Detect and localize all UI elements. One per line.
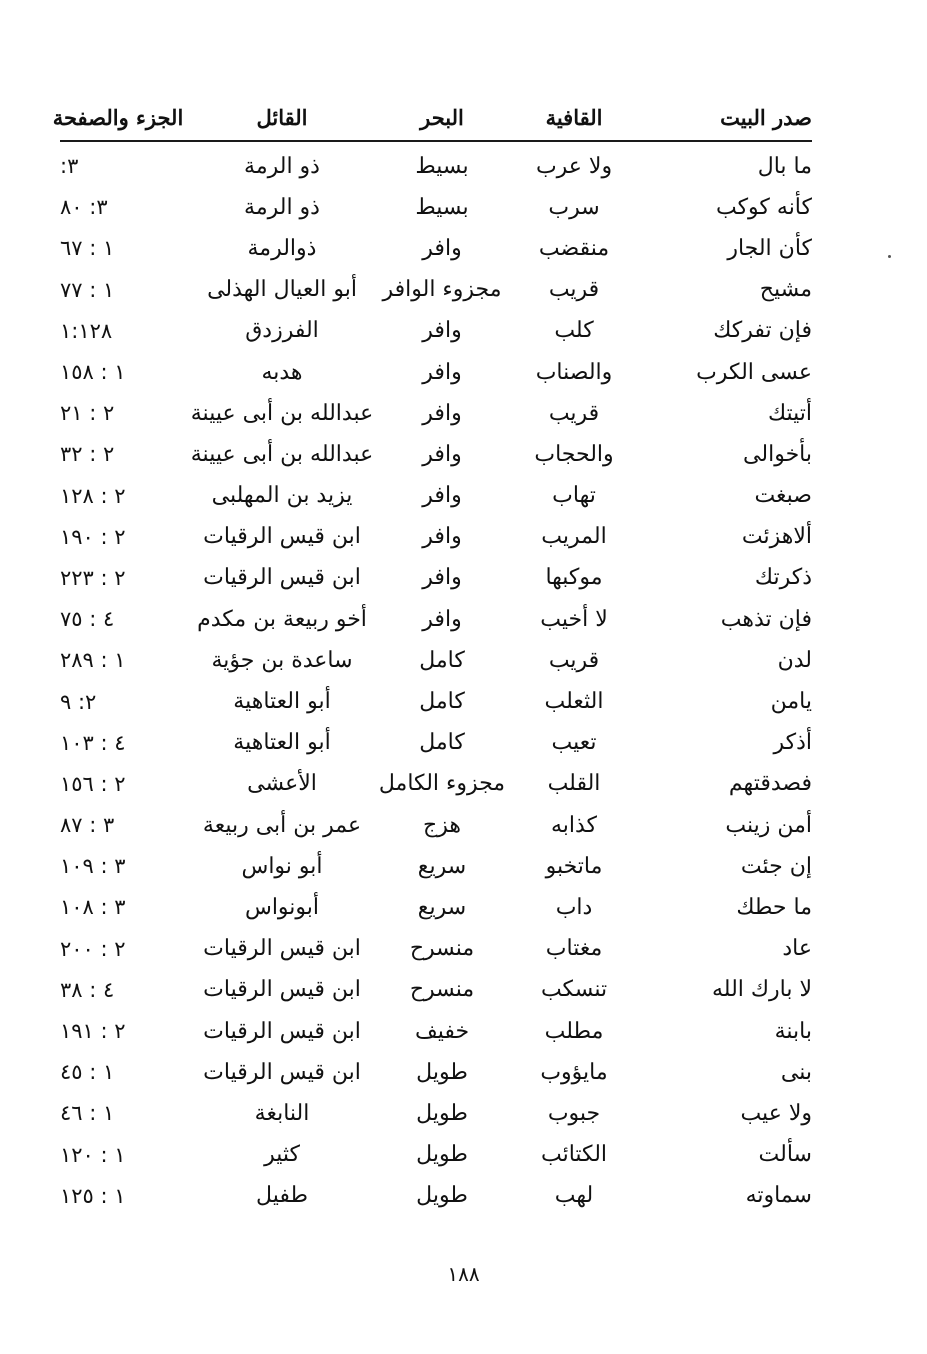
cell-qail: عبدالله بن أبى عيينة bbox=[190, 441, 374, 467]
cell-qail: أبو العيال الهذلى bbox=[207, 277, 357, 303]
table-row bbox=[60, 1135, 812, 1176]
cell-sadr: ما حطك bbox=[736, 894, 812, 920]
table-row bbox=[60, 846, 812, 887]
cell-qafia: مايؤوب bbox=[540, 1059, 608, 1085]
cell-juz: ٣ : ٨٧ bbox=[60, 813, 115, 838]
cell-sadr: فصدقتهم bbox=[728, 771, 812, 797]
header-sadr: صدر البيت bbox=[720, 104, 812, 130]
cell-qail: ساعدة بن جؤية bbox=[211, 647, 353, 673]
cell-qail: ابن قيس الرقيات bbox=[203, 565, 361, 591]
cell-sadr: إن جئت bbox=[740, 853, 812, 879]
cell-juz: ٢ : ٢١ bbox=[60, 401, 115, 426]
cell-qail: ابن قيس الرقيات bbox=[203, 524, 361, 550]
cell-bahr: طويل bbox=[416, 1142, 468, 1168]
cell-qail: عمر بن أبى ربيعة bbox=[202, 812, 362, 838]
cell-sadr: كأن الجار bbox=[727, 235, 812, 261]
cell-qail: الأعشى bbox=[247, 771, 317, 797]
cell-qail: طفيل bbox=[256, 1183, 308, 1209]
cell-qafia: الثعلب bbox=[544, 689, 604, 715]
cell-bahr: منسرح bbox=[409, 977, 475, 1003]
cell-bahr: بسيط bbox=[415, 153, 469, 179]
cell-qail: أبو العتاهية bbox=[233, 689, 331, 715]
cell-juz: ٢: ٩ bbox=[60, 689, 97, 714]
cell-qail: ذوالرمة bbox=[247, 235, 317, 261]
cell-qafia: جبوب bbox=[547, 1100, 601, 1126]
cell-juz: ١ : ١٢٥ bbox=[60, 1183, 126, 1208]
cell-qail: أبو نواس bbox=[241, 853, 323, 879]
cell-bahr: طويل bbox=[416, 1100, 468, 1126]
cell-qail: ابن قيس الرقيات bbox=[203, 1059, 361, 1085]
cell-bahr: وافر bbox=[422, 359, 462, 385]
cell-juz: ١ : ١٥٨ bbox=[60, 360, 126, 385]
cell-qafia: ولا عرب bbox=[535, 153, 613, 179]
cell-qafia: والصناب bbox=[535, 359, 613, 385]
cell-bahr: مجزوء الكامل bbox=[378, 771, 506, 797]
table-row bbox=[60, 599, 812, 640]
cell-bahr: هزج bbox=[423, 812, 461, 838]
table-row bbox=[60, 723, 812, 764]
cell-qail: ابن قيس الرقيات bbox=[203, 936, 361, 962]
cell-sadr: فإن تفركك bbox=[713, 318, 812, 344]
cell-qafia: تعيب bbox=[551, 730, 597, 756]
cell-juz: ٢ : ١٥٦ bbox=[60, 771, 126, 796]
cell-juz: ١ : ٤٥ bbox=[60, 1060, 115, 1085]
cell-qafia: تهاب bbox=[552, 483, 596, 509]
cell-qafia: كذابه bbox=[550, 812, 598, 838]
table-header-row bbox=[52, 96, 812, 138]
table-row bbox=[60, 146, 812, 187]
cell-sadr: فإن تذهب bbox=[720, 606, 812, 632]
cell-bahr: كامل bbox=[419, 689, 465, 715]
cell-sadr: سألت bbox=[758, 1142, 812, 1168]
cell-qail: يزيد بن المهلبى bbox=[211, 483, 353, 509]
cell-qafia: منقضب bbox=[538, 235, 610, 261]
cell-bahr: وافر bbox=[422, 318, 462, 344]
cell-sadr: سماوته bbox=[745, 1183, 812, 1209]
cell-bahr: بسيط bbox=[415, 194, 469, 220]
cell-juz: ٤ : ٣٨ bbox=[60, 977, 115, 1002]
cell-sadr: يامن bbox=[770, 689, 812, 715]
table-row bbox=[60, 887, 812, 928]
cell-qail: ذو الرمة bbox=[244, 153, 320, 179]
cell-sadr: بأخوالى bbox=[743, 441, 812, 467]
cell-qail: هدبه bbox=[261, 359, 303, 385]
cell-qafia: المريب bbox=[541, 524, 607, 550]
cell-qail: ذو الرمة bbox=[244, 194, 320, 220]
cell-qafia: قريب bbox=[548, 400, 600, 426]
table-row bbox=[60, 393, 812, 434]
cell-juz: ٢ : ٢٢٣ bbox=[60, 565, 126, 590]
cell-juz: ٢ : ٣٢ bbox=[60, 442, 115, 467]
cell-qail: الفرزدق bbox=[245, 318, 319, 344]
table-row bbox=[60, 1052, 812, 1093]
table-row bbox=[60, 270, 812, 311]
table-row bbox=[60, 517, 812, 558]
cell-qafia: تنسكب bbox=[540, 977, 608, 1003]
cell-qafia: كلب bbox=[554, 318, 594, 344]
scan-speck bbox=[888, 255, 891, 258]
cell-juz: ٢ : ٢٠٠ bbox=[60, 936, 126, 961]
cell-juz: ٣: ٨٠ bbox=[60, 195, 108, 220]
cell-sadr: بابنة bbox=[774, 1018, 812, 1044]
cell-sadr: صبغت bbox=[754, 483, 812, 509]
cell-bahr: خفيف bbox=[414, 1018, 470, 1044]
header-qail: القائل bbox=[256, 104, 308, 130]
cell-juz: ٢ : ١٢٨ bbox=[60, 483, 126, 508]
cell-bahr: وافر bbox=[422, 441, 462, 467]
cell-bahr: سريع bbox=[417, 894, 467, 920]
cell-bahr: وافر bbox=[422, 565, 462, 591]
cell-juz: ١ : ١٢٠ bbox=[60, 1142, 126, 1167]
header-bahr: البحر bbox=[420, 104, 464, 130]
cell-qail: ابن قيس الرقيات bbox=[203, 1018, 361, 1044]
table-row bbox=[60, 476, 812, 517]
table-row bbox=[60, 764, 812, 805]
header-juz: الجزء والصفحة bbox=[52, 104, 184, 130]
cell-bahr: وافر bbox=[422, 524, 462, 550]
cell-qafia: قريب bbox=[548, 277, 600, 303]
cell-bahr: كامل bbox=[419, 647, 465, 673]
cell-bahr: وافر bbox=[422, 400, 462, 426]
cell-qafia: الكتائب bbox=[540, 1142, 608, 1168]
header-rule bbox=[60, 140, 812, 142]
table-row bbox=[60, 929, 812, 970]
cell-qafia: لهب bbox=[554, 1183, 594, 1209]
verse-index-table bbox=[52, 96, 812, 1217]
cell-qail: النابغة bbox=[254, 1100, 310, 1126]
table-row bbox=[60, 805, 812, 846]
cell-juz: ٢ : ١٩٠ bbox=[60, 524, 126, 549]
table-row bbox=[60, 352, 812, 393]
cell-qafia: ماتخبو bbox=[545, 853, 603, 879]
cell-sadr: ما بال bbox=[757, 153, 812, 179]
table-row bbox=[60, 640, 812, 681]
cell-bahr: طويل bbox=[416, 1059, 468, 1085]
table-row bbox=[60, 311, 812, 352]
cell-sadr: أذكر bbox=[773, 730, 812, 756]
cell-sadr: عاد bbox=[782, 936, 812, 962]
cell-juz: ٣ : ١٠٨ bbox=[60, 895, 126, 920]
cell-juz: ١ : ٦٧ bbox=[60, 236, 115, 261]
cell-bahr: منسرح bbox=[409, 936, 475, 962]
cell-bahr: وافر bbox=[422, 606, 462, 632]
cell-sadr: أمن زينب bbox=[725, 812, 812, 838]
cell-qafia: والحجاب bbox=[534, 441, 614, 467]
cell-juz: ١ : ٢٨٩ bbox=[60, 648, 126, 673]
cell-sadr: لدن bbox=[777, 647, 812, 673]
cell-qail: ابن قيس الرقيات bbox=[203, 977, 361, 1003]
cell-juz: ٤ : ١٠٣ bbox=[60, 730, 126, 755]
page-number: ١٨٨ bbox=[447, 1262, 480, 1286]
cell-sadr: ذكرتك bbox=[754, 565, 812, 591]
cell-qail: أبونواس bbox=[244, 894, 320, 920]
cell-sadr: بنى bbox=[780, 1059, 812, 1085]
cell-juz: ٤ : ٧٥ bbox=[60, 607, 115, 632]
cell-sadr: كأنه كوكب bbox=[715, 194, 812, 220]
cell-juz: ٢ : ١٩١ bbox=[60, 1019, 126, 1044]
header-qafia: القافية bbox=[545, 104, 603, 130]
cell-juz: ٣: bbox=[60, 154, 79, 179]
cell-bahr: سريع bbox=[417, 853, 467, 879]
cell-qafia: قريب bbox=[548, 647, 600, 673]
cell-qafia: موكبها bbox=[545, 565, 603, 591]
cell-sadr: ولا عيب bbox=[740, 1100, 812, 1126]
cell-sadr: مشيح bbox=[759, 277, 812, 303]
table-body bbox=[60, 146, 812, 1217]
cell-qafia: سرب bbox=[548, 194, 600, 220]
cell-sadr: عسى الكرب bbox=[696, 359, 812, 385]
cell-qail: أبو العتاهية bbox=[233, 730, 331, 756]
cell-qafia: داب bbox=[555, 894, 593, 920]
table-row bbox=[60, 1176, 812, 1217]
cell-qail: أخو ربيعة بن مكدم bbox=[197, 606, 367, 632]
table-row bbox=[60, 970, 812, 1011]
table-row bbox=[60, 228, 812, 269]
cell-juz: ٣ : ١٠٩ bbox=[60, 854, 126, 879]
cell-qafia: لا أخيب bbox=[540, 606, 608, 632]
cell-sadr: ألاهزئت bbox=[741, 524, 812, 550]
table-row bbox=[60, 187, 812, 228]
cell-juz: ١ : ٤٦ bbox=[60, 1101, 115, 1126]
table-row bbox=[60, 1011, 812, 1052]
cell-juz: ١:١٢٨ bbox=[60, 318, 113, 343]
table-row bbox=[60, 434, 812, 475]
cell-qail: كثير bbox=[264, 1142, 300, 1168]
cell-qail: عبدالله بن أبى عيينة bbox=[190, 400, 374, 426]
cell-bahr: طويل bbox=[416, 1183, 468, 1209]
table-row bbox=[60, 558, 812, 599]
cell-juz: ١ : ٧٧ bbox=[60, 277, 115, 302]
table-row bbox=[60, 681, 812, 722]
cell-sadr: لا بارك الله bbox=[711, 977, 812, 1003]
cell-bahr: كامل bbox=[419, 730, 465, 756]
cell-qafia: مطلب bbox=[544, 1018, 604, 1044]
cell-bahr: وافر bbox=[422, 483, 462, 509]
cell-sadr: أتيتك bbox=[767, 400, 812, 426]
table-row bbox=[60, 1093, 812, 1134]
cell-bahr: مجزوء الوافر bbox=[382, 277, 502, 303]
cell-bahr: وافر bbox=[422, 235, 462, 261]
cell-qafia: القلب bbox=[547, 771, 601, 797]
cell-qafia: مغتاب bbox=[545, 936, 603, 962]
